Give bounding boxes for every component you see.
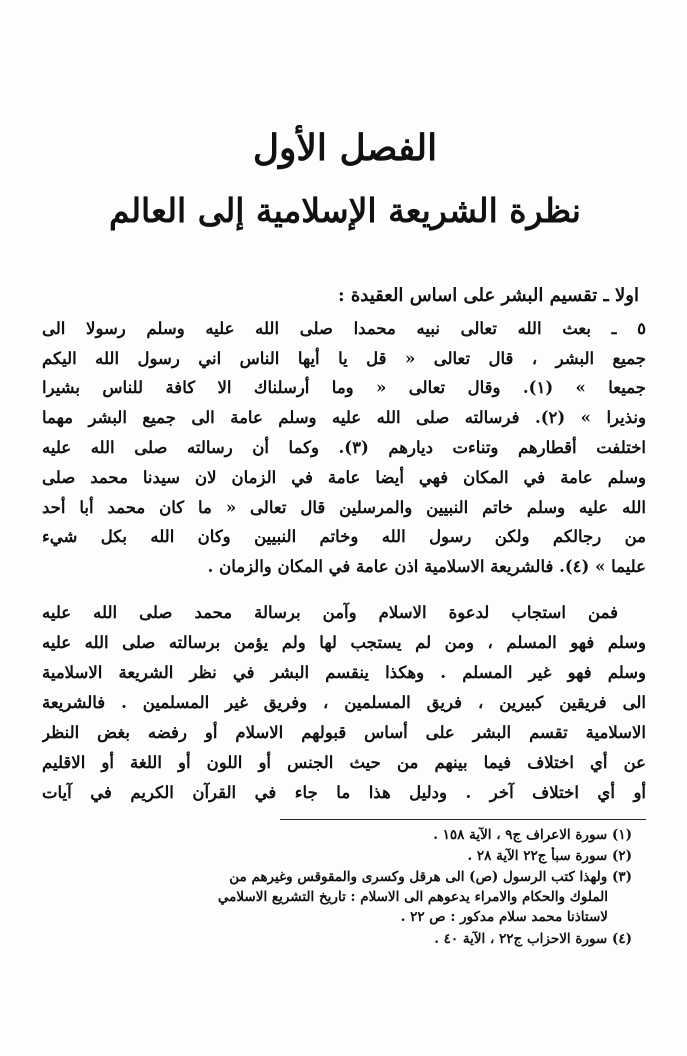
footnote-number: (٢) [611, 848, 632, 864]
footnote [70, 930, 632, 949]
paragraph-line: جميعا » (١). وقال تعالى « وما أرسلناك الا كافة للناس بشيرا [42, 378, 646, 397]
paragraph-line: الاسلامية تقسم البشر على أساس قبولهم الاسلام أو رفضه بغض النظر [42, 723, 646, 742]
footnote [70, 826, 632, 845]
footnote-number: (٤) [611, 931, 632, 947]
paragraph-line: عليما » (٤). فالشريعة الاسلامية اذن عامة في المكان والزمان . [207, 557, 646, 576]
footnote-text: ولهذا كتب الرسول (ص) الى هرقل وكسرى والمقوقس وغيرهم من [229, 869, 608, 885]
footnote-number: (١) [611, 827, 632, 843]
paragraph-line: اختلفت أقطارهم وتناءت ديارهم (٣). وكما أن رسالته صلى الله عليه [42, 438, 646, 457]
paragraph-line: أو أي اختلاف آخر . ودليل هذا ما جاء في القرآن الكريم في آيات [42, 783, 646, 802]
paragraph-line: فمن استجاب لدعوة الاسلام وآمن برسالة محمد صلى الله عليه [42, 603, 618, 622]
chapter-subtitle: نظرة الشريعة الإسلامية إلى العالم [109, 191, 581, 230]
paragraph-line: ونذيرا » (٢). فرسالته صلى الله عليه وسلم عامة الى جميع البشر مهما [42, 408, 646, 427]
paragraph-line: عن أي اختلاف فيما بينهم من حيث الجنس أو اللون أو اللغة أو الاقليم [42, 753, 646, 772]
footnote-number: (٣) [611, 869, 632, 885]
footnote-text: سورة سبأ ج٢٢ الآية ٢٨ . [467, 848, 608, 864]
footnote-continuation [70, 908, 632, 927]
footnote-text: لاستاذنا محمد سلام مدكور : ص ٢٢ . [400, 909, 608, 925]
paragraph-line: الى فريقين كبيرين ، فريق المسلمين ، وفريق غير المسلمين . فالشريعة [42, 693, 646, 712]
paragraph-line: جميع البشر ، قال تعالى « قل يا أيها الناس اني رسول الله اليكم [42, 349, 646, 368]
paragraph-line: وسلم عامة في المكان فهي أيضا عامة في الزمان لان سيدنا محمد صلى [42, 468, 646, 487]
footnote [70, 847, 632, 866]
footnote-text: سورة الاحزاب ج٢٢ ، الآية ٤٠ . [434, 931, 608, 947]
paragraph-line: الله عليه وسلم خاتم النبيين والمرسلين قال تعالى « ما كان محمد أبا أحد [42, 498, 646, 517]
chapter-title: الفصل الأول [252, 127, 438, 169]
footnote-separator [280, 819, 646, 820]
footnote-text: سورة الاعراف ج٩ ، الآية ١٥٨ . [433, 827, 608, 843]
footnote [70, 868, 632, 887]
footnote-continuation [70, 888, 632, 907]
paragraph-line: وسلم فهو المسلم ، ومن لم يستجب لها ولم يؤمن برسالته صلى الله عليه [42, 633, 646, 652]
paragraph-line: ٥ ـ بعث الله تعالى نبيه محمدا صلى الله عليه وسلم رسولا الى [42, 319, 646, 338]
paragraph-line: من رجالكم ولكن رسول الله وخاتم النبيين وكان الله بكل شيء [42, 527, 646, 546]
section-heading: اولا ـ تقسيم البشر على اساس العقيدة : [337, 285, 639, 306]
paragraph-line: وسلم فهو غير المسلم . وهكذا ينقسم البشر في نظر الشريعة الاسلامية [42, 663, 646, 682]
footnote-text: الملوك والحكام والامراء يدعوهم الى الاسلام : تاريخ التشريع الاسلامي [217, 889, 608, 905]
